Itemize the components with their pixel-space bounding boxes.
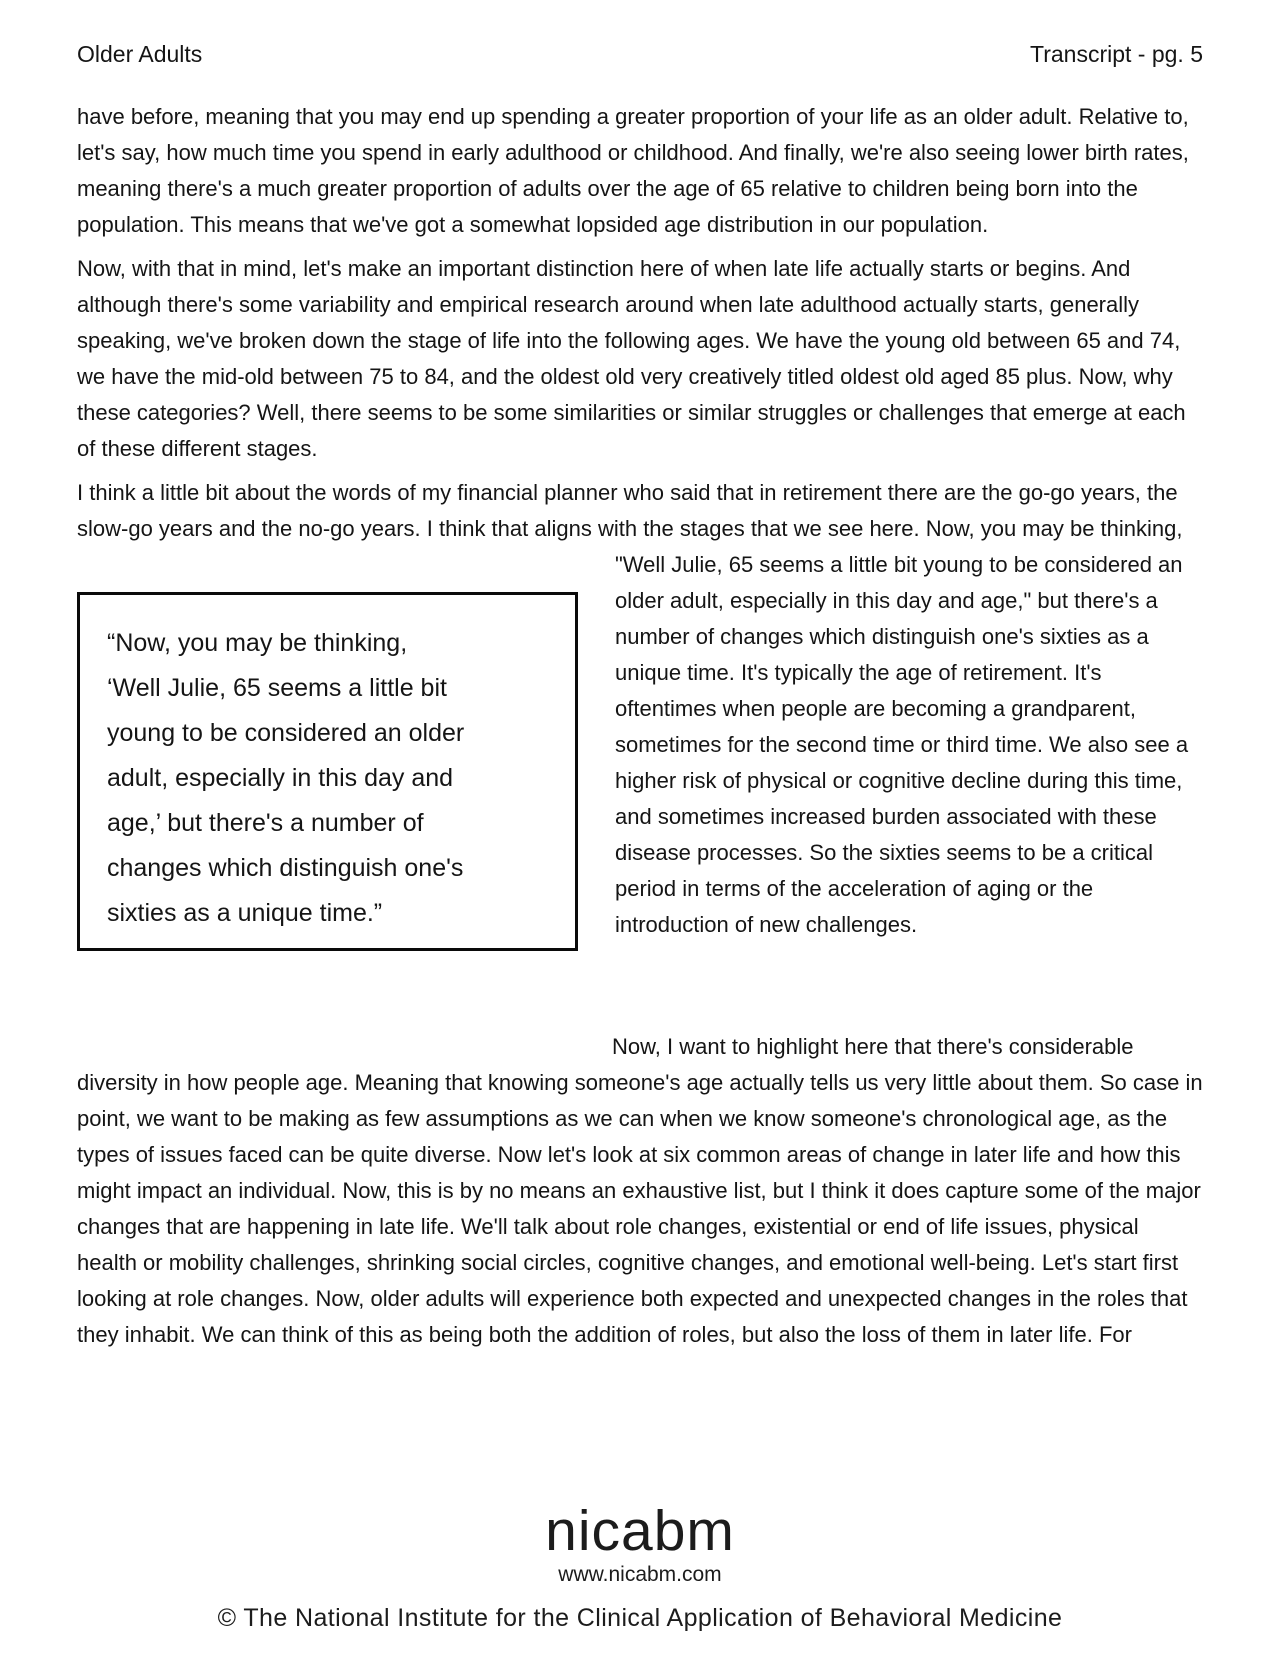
- nicabm-logo: nicabm: [545, 1499, 735, 1563]
- paragraph-demographics: have before, meaning that you may end up spending a greater proportion of your life as an older adult. Relative to, let's say, how much time you spend in early adulthood or childhood. And finally, we're also seeing lower birth rates, meaning there's a much greater proportion of adults over the age of 65 relative to children being born into the population. This means that we've got a somewhat lopsided age distribution in our population.: [77, 104, 1189, 237]
- pullquote-line: ‘Well Julie, 65 seems a little bit: [107, 674, 447, 702]
- header-page-label: Transcript - pg. 5: [1030, 41, 1203, 67]
- paragraph-late-life-stages: Now, with that in mind, let's make an important distinction here of when late life actually starts or begins. And although there's some variability and empirical research around when late adulthood actually starts, generally speaking, we've broken down the stage of life into the following ages. We have the young old between 65 and 74, we have the mid-old between 75 to 84, and the oldest old very creatively titled oldest old aged 85 plus. Now, why these categories? Well, there seems to be some similarities or similar struggles or challenges that emerge at each of these different stages.: [77, 256, 1186, 461]
- pullquote-line: age,’ but there's a number of: [107, 809, 424, 837]
- header-document-title: Older Adults: [77, 41, 203, 67]
- pullquote-line: sixties as a unique time.”: [107, 899, 383, 927]
- pullquote-box: [77, 592, 578, 951]
- paragraph-text-before-quote: I think a little bit about the words of my financial planner who said that in retirement there are the go-go years, the slow-go years and the no-go years. I think that aligns with the stages that we see here. Now, you may be thinking, "Well Julie, 65 seems a little bit young to be: [77, 480, 1183, 577]
- paragraph-financial-planner: [77, 475, 1203, 943]
- transcript-body: [0, 99, 1280, 1353]
- paragraph-diversity-in-aging: Now, I want to highlight here that there's considerable diversity in how people age. Meaning that knowing someone's age actually tells us very little about them. So case in point, we want to be making as few assumptions as we can when we know someone's chronological age, as the types of issues faced can be quite diverse. Now let's look at six common areas of change in later life and how this might impact an individual. Now, this is by no means an exhaustive list, but I think it does capture some of the major changes that are happening in late life. We'll talk about role changes, existential or end of life issues, physical health or mobility challenges, shrinking social circles, cognitive changes, and emotional well-being. Let's start first looking at role changes. Now, older adults will experience both expected and unexpected changes in the roles that they inhabit. We can think of this as being both the addition of roles, but also the loss of them in later life. For: [77, 1034, 1203, 1347]
- pullquote-line: young to be considered an older: [107, 719, 465, 747]
- nicabm-website-url: www.nicabm.com: [558, 1563, 722, 1586]
- copyright-line: © The National Institute for the Clinical Application of Behavioral Medicine: [217, 1604, 1063, 1632]
- page-header: [0, 0, 1280, 69]
- page-footer: [0, 1499, 1280, 1633]
- pullquote-line: changes which distinguish one's: [107, 854, 464, 882]
- pullquote-line: adult, especially in this day and: [107, 764, 454, 792]
- pullquote-line: “Now, you may be thinking,: [107, 629, 408, 657]
- paragraph-text-after-quote: considered an older adult, especially in this day and age," but there's a number of changes which distinguish one's sixties as a unique time. It's typically the age of retirement. It's oftentimes when people are becoming a grandparent, sometimes for the second time or third time. We also see a higher risk of physical or cognitive decline during this time, and sometimes increased burden associated with these disease processes. So the sixties seems to be a critical period in terms of the acceleration of aging or the introduction of new challenges.: [615, 552, 1189, 937]
